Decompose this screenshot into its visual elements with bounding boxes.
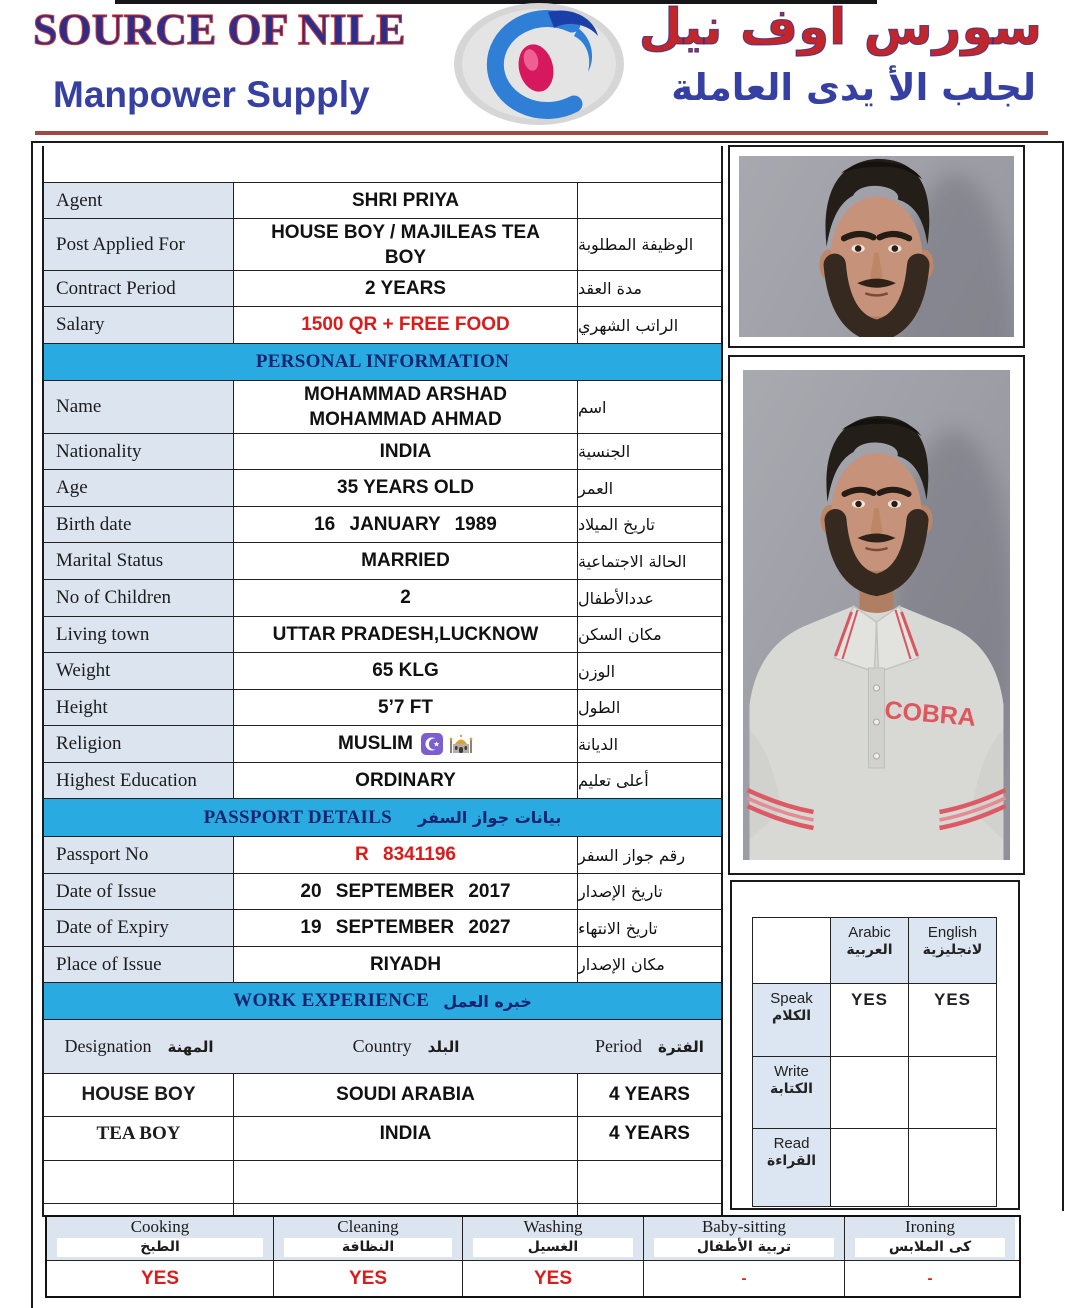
experience-designation: HOUSE BOY [44, 1074, 234, 1116]
table-row [44, 469, 721, 506]
field-label-arabic: الراتب الشهري [578, 315, 679, 335]
field-label: Name [44, 381, 234, 433]
field-value: 2 YEARS [234, 271, 578, 306]
skills-header-row [47, 1217, 1019, 1260]
field-label-arabic: الجنسية [578, 442, 631, 461]
experience-country: SOUDI ARABIA [234, 1074, 578, 1116]
column-header-period: Period الفترة [578, 1020, 721, 1073]
field-label: Post Applied For [44, 219, 234, 270]
field-label-arabic [578, 183, 721, 218]
company-name-arabic: سورس اوف نيل [638, 0, 1042, 56]
empty-spacer-row [44, 146, 721, 182]
experience-period [578, 1204, 721, 1215]
field-label: Weight [44, 653, 234, 689]
read-english-value [909, 1129, 996, 1206]
experience-designation [44, 1204, 234, 1215]
field-value: 5’7 FT [234, 690, 578, 725]
table-row [44, 506, 721, 542]
field-label: Marital Status [44, 543, 234, 579]
skill-value-cleaning: YES [274, 1261, 463, 1296]
field-label: Highest Education [44, 763, 234, 798]
field-label-arabic: أعلى تعليم [578, 771, 649, 790]
skill-header-cooking: Cooking الطبخ [47, 1217, 274, 1260]
speak-arabic-value: YES [831, 984, 909, 1057]
language-row-write: Write الكتابة [753, 1057, 831, 1129]
field-label-arabic: عددالأطفال [578, 588, 654, 608]
field-label: Age [44, 470, 234, 506]
field-label: No of Children [44, 580, 234, 616]
field-value: HOUSE BOY / MAJILEAS TEA BOY [234, 219, 578, 270]
field-value-passport-no: R 8341196 [234, 837, 578, 873]
table-row [44, 380, 721, 433]
table-row [44, 652, 721, 689]
language-row-speak: Speak الكلام [753, 984, 831, 1057]
table-row [44, 689, 721, 725]
field-value: SHRI PRIYA [234, 183, 578, 218]
column-header-designation: Designation المهنة [44, 1020, 234, 1073]
field-label: Agent [44, 183, 234, 218]
field-value: ORDINARY [234, 763, 578, 798]
skill-header-cleaning: Cleaning النظافة [274, 1217, 463, 1260]
field-value: 65 KLG [234, 653, 578, 689]
field-value: UTTAR PRADESH,LUCKNOW [234, 617, 578, 652]
table-row [44, 836, 721, 873]
experience-designation [44, 1161, 234, 1203]
outer-frame-right [1062, 141, 1064, 1211]
field-label: Passport No [44, 837, 234, 873]
table-row [44, 909, 721, 946]
field-label-arabic: مدة العقد [578, 279, 642, 298]
table-row [44, 725, 721, 762]
company-tagline-english: Manpower Supply [53, 74, 370, 115]
speak-english-value: YES [909, 984, 996, 1057]
field-label-arabic: تاريخ الانتهاء [578, 918, 658, 938]
skill-header-ironing: Ironing كى الملابس [845, 1217, 1015, 1260]
table-row [44, 542, 721, 579]
company-logo [452, 2, 626, 126]
table-row [44, 306, 721, 343]
experience-country [234, 1161, 578, 1203]
table-row [44, 218, 721, 270]
experience-period [578, 1161, 721, 1203]
table-row [44, 946, 721, 982]
skill-value-baby-sitting: - [644, 1261, 845, 1296]
skill-header-baby-sitting: Baby-sitting تربية الأطفال [644, 1217, 845, 1260]
experience-period: 4 YEARS [609, 1123, 690, 1144]
experience-designation: TEA BOY [44, 1117, 234, 1160]
language-column-english: English لانجليزية [909, 918, 996, 984]
read-arabic-value [831, 1129, 909, 1206]
field-label-arabic: تاريخ الإصدار [578, 882, 663, 901]
work-experience-header-row [44, 1019, 721, 1073]
field-label-arabic: الوظيفة المطلوبة [578, 235, 694, 254]
field-label-arabic: تاريخ الميلاد [578, 515, 655, 534]
skill-value-washing: YES [463, 1261, 644, 1296]
field-value: MOHAMMAD ARSHAD MOHAMMAD AHMAD [234, 381, 578, 433]
skills-value-row [47, 1260, 1019, 1296]
language-corner-cell [753, 918, 831, 984]
field-value: MARRIED [234, 543, 578, 579]
work-experience-row [44, 1203, 721, 1215]
field-label-arabic: الديانة [578, 734, 619, 754]
field-label: Contract Period [44, 271, 234, 306]
table-row [44, 146, 721, 182]
table-row [44, 182, 721, 218]
field-label: Living town [44, 617, 234, 652]
skill-value-ironing: - [927, 1270, 933, 1287]
field-label-arabic: مكان السكن [578, 625, 662, 644]
field-label: Date of Issue [44, 874, 234, 909]
field-label: Birth date [44, 507, 234, 542]
applicant-headshot-photo [728, 145, 1025, 348]
field-label: Place of Issue [44, 947, 234, 982]
applicant-details-table [42, 146, 723, 1217]
field-label-arabic: الوزن [578, 661, 616, 681]
field-label-arabic: مكان الإصدار [578, 955, 665, 974]
field-value-salary: 1500 QR + FREE FOOD [234, 307, 578, 343]
experience-country: INDIA [234, 1117, 578, 1160]
column-header-country: Country البلد [234, 1020, 578, 1073]
field-label-arabic: رقم جواز السفر [578, 845, 686, 865]
table-row [44, 762, 721, 798]
field-label-arabic: اسم [578, 397, 607, 417]
field-label: Height [44, 690, 234, 725]
field-label: Nationality [44, 434, 234, 469]
field-label-arabic: الحالة الاجتماعية [578, 551, 687, 571]
applicant-fullbody-photo [728, 355, 1025, 875]
work-experience-row [44, 1160, 721, 1203]
table-row [44, 579, 721, 616]
write-arabic-value [831, 1057, 909, 1129]
table-row [44, 433, 721, 469]
language-skills-box [730, 880, 1020, 1210]
field-value: INDIA [234, 434, 578, 469]
field-value: 16 JANUARY 1989 [234, 507, 578, 542]
work-experience-row [44, 1073, 721, 1116]
section-header-work-experience: WORK EXPERIENCE خبره العمل [44, 982, 721, 1019]
header-divider [35, 131, 1048, 135]
mosque-icon [449, 733, 473, 755]
company-name-english: SOURCE OF NILE [33, 5, 406, 54]
field-value: 35 YEARS OLD [234, 470, 578, 506]
applicant-fullbody-image [743, 370, 1010, 860]
experience-period: 4 YEARS [609, 1084, 690, 1105]
field-label: Salary [44, 307, 234, 343]
applicant-headshot-image [739, 156, 1014, 337]
outer-frame-left [31, 141, 33, 1308]
field-value: 2 [234, 580, 578, 616]
field-value: 19 SEPTEMBER 2027 [234, 910, 578, 946]
work-experience-row [44, 1116, 721, 1160]
table-row [44, 616, 721, 652]
company-tagline-arabic: لجلب الأ يدى العاملة [671, 66, 1036, 109]
table-row [44, 873, 721, 909]
language-column-arabic: Arabic العربية [831, 918, 909, 984]
section-header-personal-information: PERSONAL INFORMATION [44, 343, 721, 380]
field-value-religion: MUSLIM [234, 726, 578, 762]
field-label-arabic: الطول [578, 698, 621, 717]
section-header-passport-details: PASSPORT DETAILS بيانات جواز السفر [44, 798, 721, 836]
skill-value-cooking: YES [47, 1261, 274, 1296]
outer-frame-top [31, 141, 1064, 143]
field-label-arabic: العمر [578, 478, 614, 498]
field-value: 20 SEPTEMBER 2017 [234, 874, 578, 909]
skill-header-washing: Washing الغسيل [463, 1217, 644, 1260]
household-skills-table [45, 1215, 1021, 1298]
language-skills-table [752, 917, 997, 1207]
star-and-crescent-icon [421, 733, 443, 755]
field-label: Date of Expiry [44, 910, 234, 946]
experience-country [234, 1204, 578, 1215]
table-row [44, 270, 721, 306]
field-value: RIYADH [234, 947, 578, 982]
field-label: Religion [44, 726, 234, 762]
swirl-logo-icon [452, 2, 626, 126]
write-english-value [909, 1057, 996, 1129]
language-row-read: Read القراءة [753, 1129, 831, 1206]
